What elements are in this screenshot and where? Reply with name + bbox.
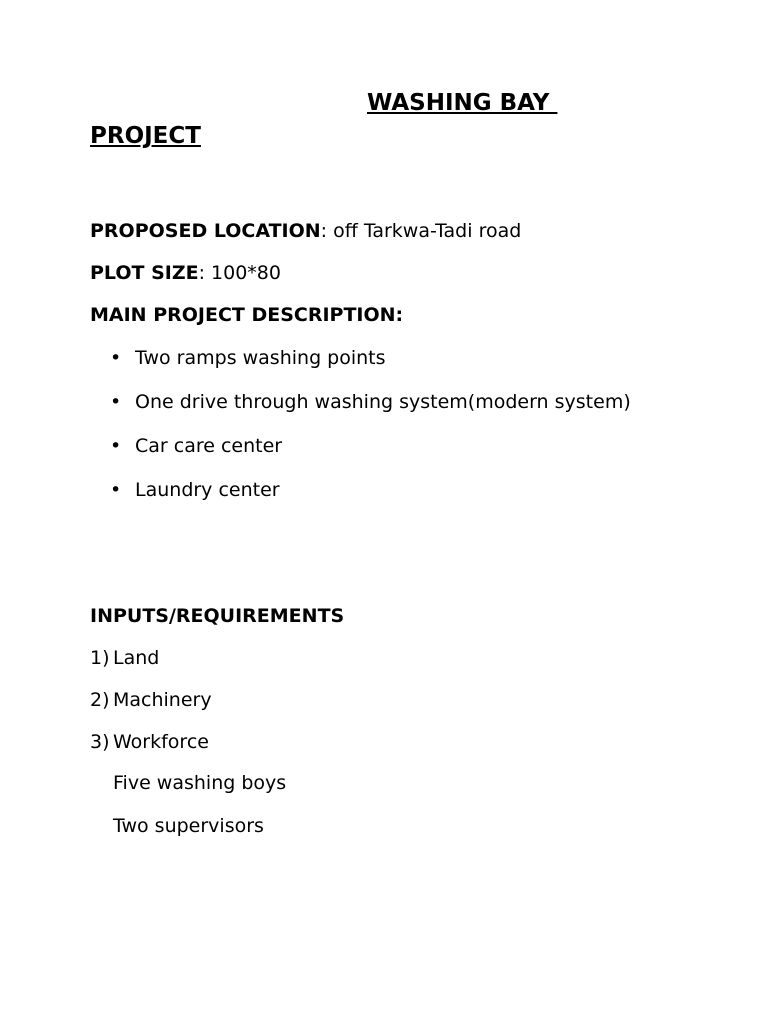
bullet-icon: •	[110, 347, 122, 369]
numbered-item-text: Land	[113, 647, 160, 669]
list-item	[110, 347, 386, 369]
list-item-text: One drive through washing system(modern system)	[135, 391, 631, 413]
proposed-location-value: : off Tarkwa-Tadi road	[320, 220, 522, 242]
main-description-heading: MAIN PROJECT DESCRIPTION:	[90, 304, 404, 326]
title-line-2: PROJECT	[90, 123, 201, 149]
plot-size-label: PLOT SIZE	[90, 262, 199, 284]
numbered-item-text: Machinery	[113, 689, 212, 711]
proposed-location-line	[90, 220, 521, 242]
numbered-item-number: 2)	[90, 689, 110, 711]
plot-size-line	[90, 262, 281, 284]
bullet-icon: •	[110, 435, 122, 457]
inputs-heading: INPUTS/REQUIREMENTS	[90, 605, 345, 627]
list-item-text: Laundry center	[135, 479, 280, 501]
list-item	[110, 391, 631, 413]
bullet-icon: •	[110, 391, 122, 413]
list-item-text: Car care center	[135, 435, 283, 457]
numbered-item	[90, 731, 209, 753]
numbered-item-number: 1)	[90, 647, 110, 669]
title-line-1: WASHING BAY	[367, 90, 558, 116]
numbered-item-text: Workforce	[113, 731, 209, 753]
numbered-item	[90, 689, 212, 711]
workforce-detail: Five washing boys	[113, 772, 287, 794]
numbered-item-number: 3)	[90, 731, 110, 753]
list-item	[110, 479, 280, 501]
proposed-location-label: PROPOSED LOCATION	[90, 220, 321, 242]
plot-size-value: : 100*80	[198, 262, 281, 284]
list-item-text: Two ramps washing points	[135, 347, 386, 369]
numbered-item	[90, 647, 159, 669]
bullet-icon: •	[110, 479, 122, 501]
list-item	[110, 435, 282, 457]
workforce-detail: Two supervisors	[113, 815, 264, 837]
